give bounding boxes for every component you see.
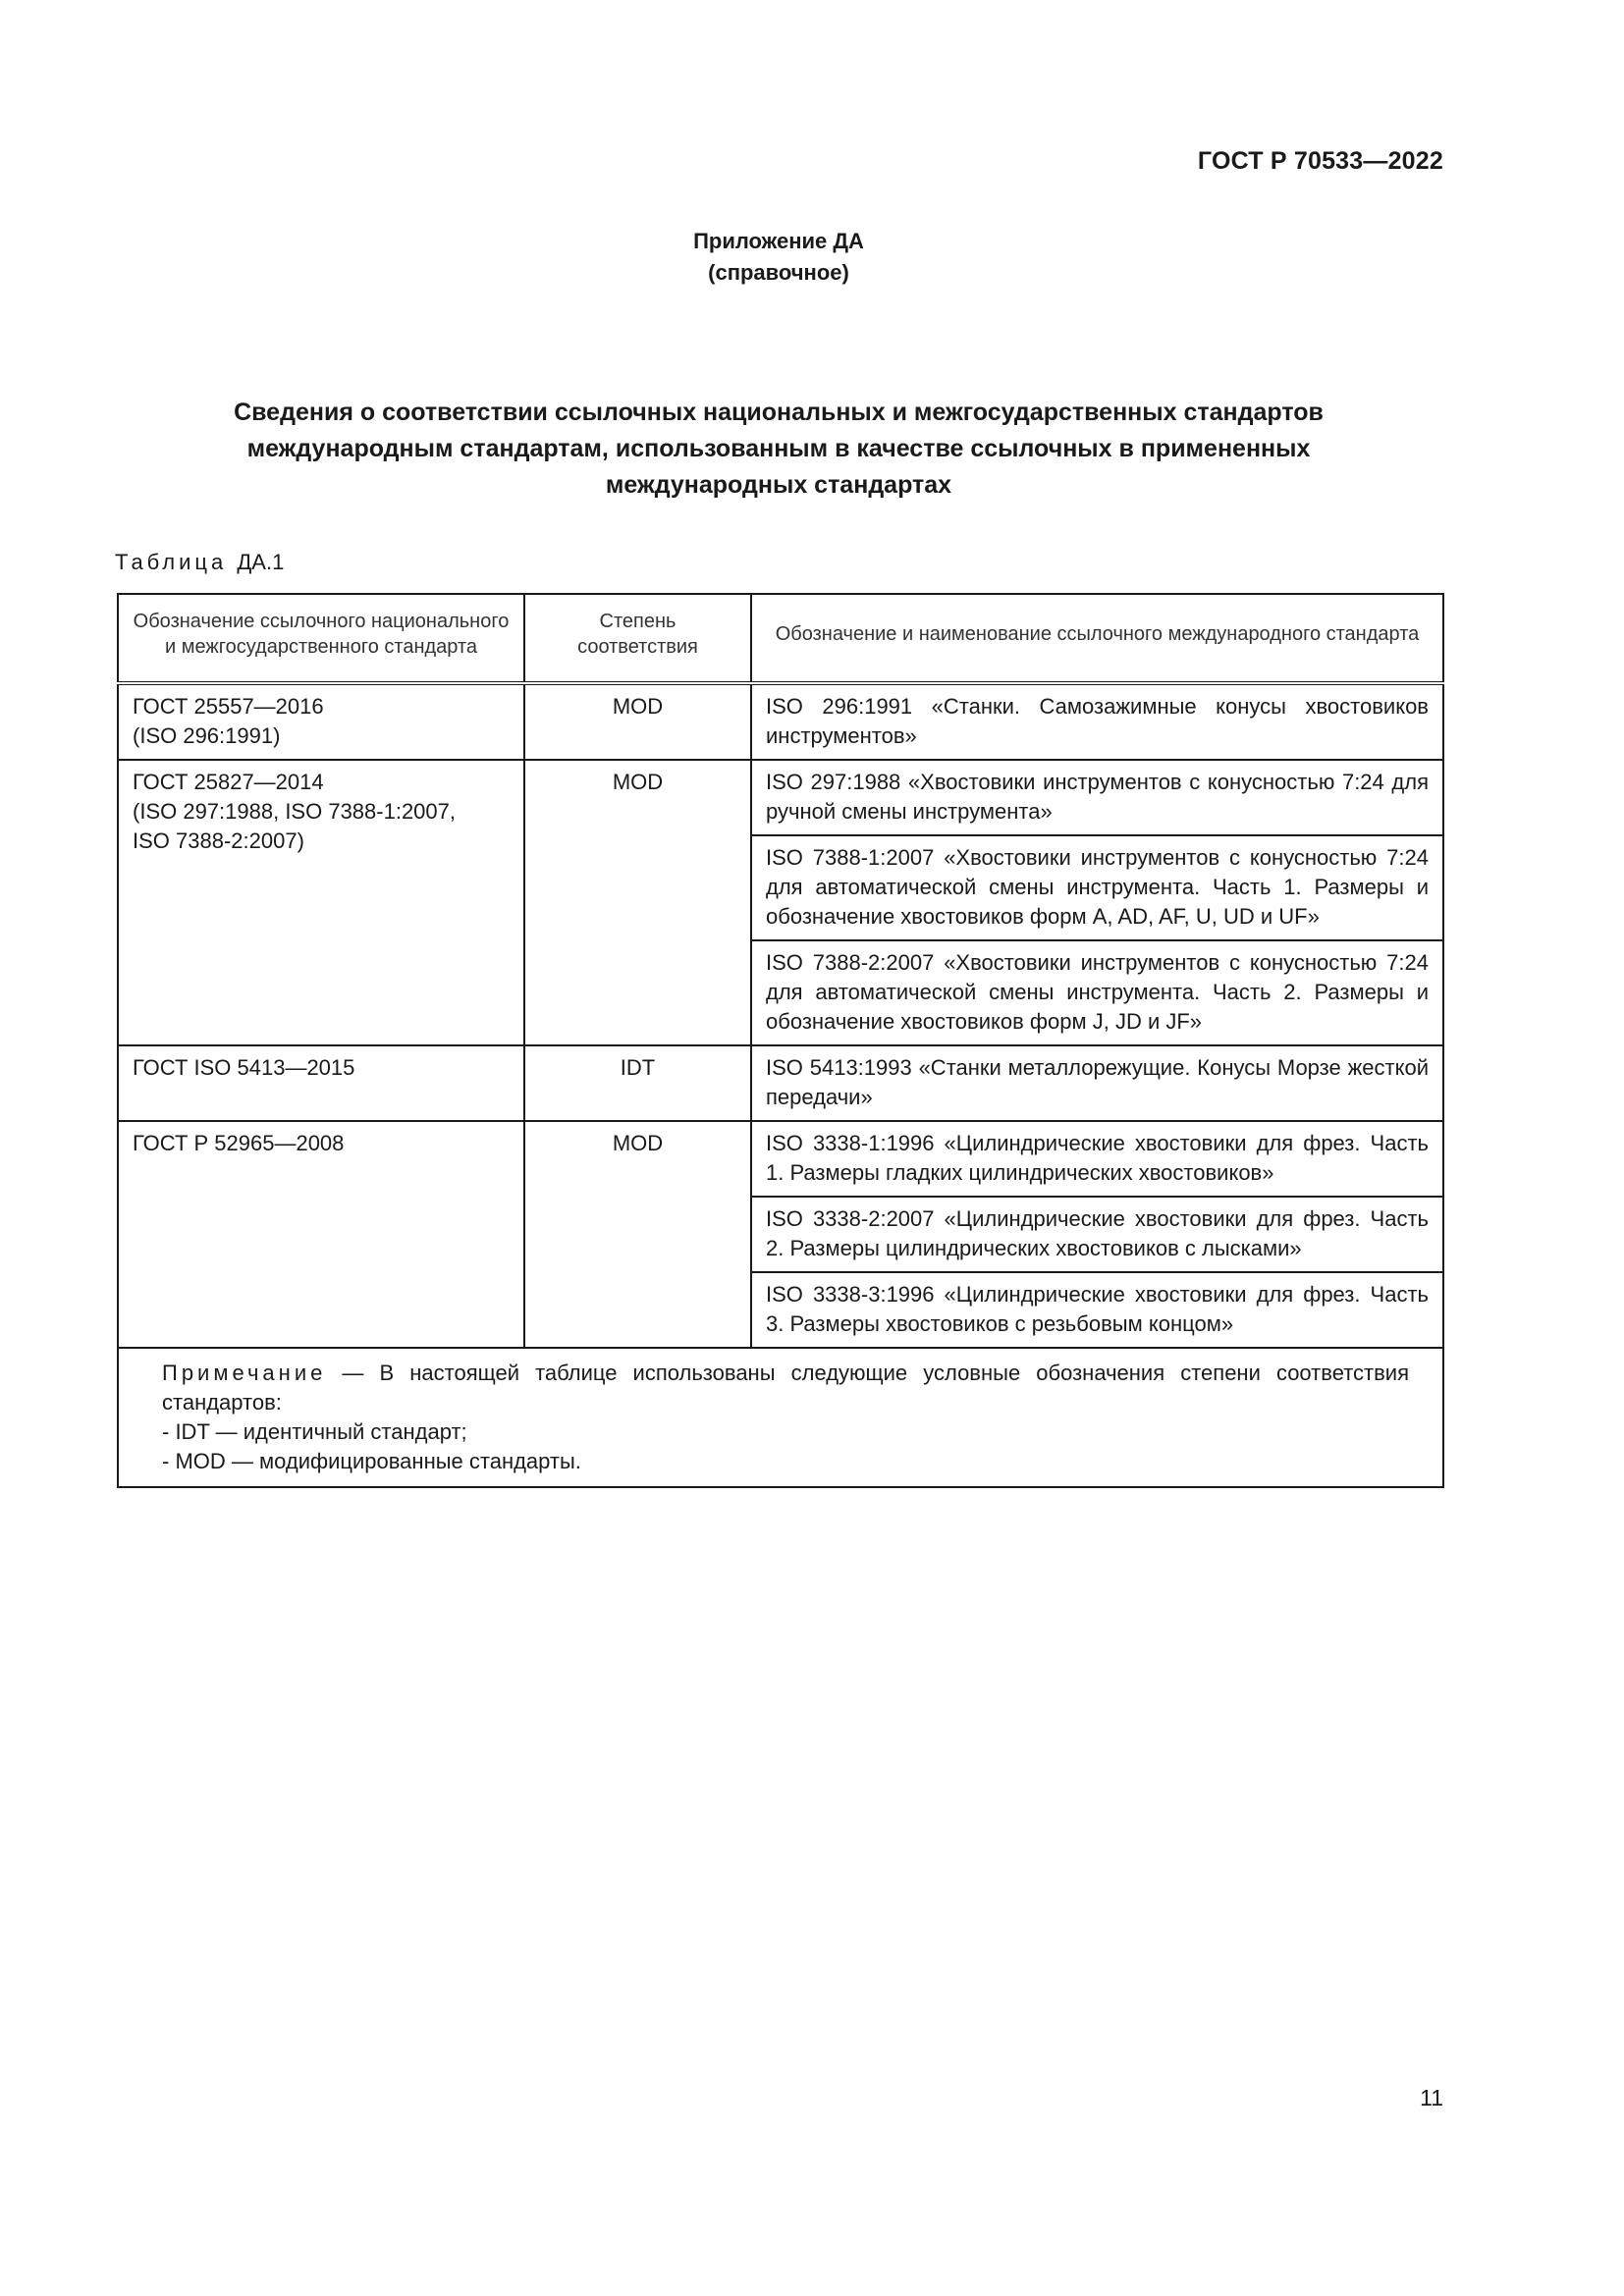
international-standard-cell: ISO 3338-2:2007 «Цилиндрические хвостовики для фрез. Часть 2. Размеры цилиндрических хвостовиков с лысками» bbox=[751, 1197, 1443, 1272]
table-note-row bbox=[118, 1348, 1443, 1487]
note-item-idt: - IDT — идентичный стандарт; bbox=[162, 1419, 467, 1444]
appendix-subtitle: (справочное) bbox=[708, 260, 849, 285]
section-title-line: Сведения о соответствии ссылочных национальных и межгосударственных стандартов bbox=[234, 399, 1324, 426]
international-standard-cell: ISO 3338-3:1996 «Цилиндрические хвостовики для фрез. Часть 3. Размеры хвостовиков с резьбовым концом» bbox=[751, 1272, 1443, 1348]
degree-cell: MOD bbox=[524, 683, 751, 760]
table-caption-word: Таблица bbox=[115, 550, 228, 574]
section-title-line: международных стандартах bbox=[605, 471, 952, 499]
appendix-heading bbox=[0, 226, 1557, 289]
table-caption-number: ДА.1 bbox=[237, 550, 285, 574]
international-standard-cell: ISO 7388-1:2007 «Хвостовики инструментов с конусностью 7:24 для автоматической смены инструмента. Часть 1. Размеры и обозначение хвостовиков форм A, AD, AF, U, UD и UF» bbox=[751, 835, 1443, 940]
table-row bbox=[118, 1121, 1443, 1197]
table-row bbox=[118, 760, 1443, 835]
appendix-title: Приложение ДА bbox=[693, 229, 864, 253]
note-paragraph bbox=[162, 1359, 1409, 1417]
header-national-standard: Обозначение ссылочного национального и межгосударственного стандарта bbox=[118, 594, 524, 683]
section-title-line: международным стандартам, использованным в качестве ссылочных в примененных bbox=[246, 435, 1311, 462]
page-number: 11 bbox=[1420, 2085, 1443, 2110]
table-note bbox=[118, 1348, 1443, 1487]
degree-cell: MOD bbox=[524, 1121, 751, 1348]
national-standard-cell: ГОСТ ISO 5413—2015 bbox=[118, 1045, 524, 1121]
note-item-mod: - MOD — модифицированные стандарты. bbox=[162, 1449, 581, 1473]
international-standard-cell: ISO 297:1988 «Хвостовики инструментов с конусностью 7:24 для ручной смены инструмента» bbox=[751, 760, 1443, 835]
note-label: Примечание bbox=[162, 1361, 327, 1385]
national-standard-cell: ГОСТ 25827—2014 (ISO 297:1988, ISO 7388-1:2007, ISO 7388-2:2007) bbox=[118, 760, 524, 1045]
section-title bbox=[118, 395, 1439, 504]
international-standard-cell: ISO 3338-1:1996 «Цилиндрические хвостовики для фрез. Часть 1. Размеры гладких цилиндрических хвостовиков» bbox=[751, 1121, 1443, 1197]
national-standard-cell: ГОСТ 25557—2016 (ISO 296:1991) bbox=[118, 683, 524, 760]
degree-cell: MOD bbox=[524, 760, 751, 1045]
international-standard-cell: ISO 296:1991 «Станки. Самозажимные конусы хвостовиков инструментов» bbox=[751, 683, 1443, 760]
degree-cell: IDT bbox=[524, 1045, 751, 1121]
standards-table bbox=[117, 593, 1444, 1488]
international-standard-cell: ISO 5413:1993 «Станки металлорежущие. Конусы Морзе жесткой передачи» bbox=[751, 1045, 1443, 1121]
header-degree: Степень соответствия bbox=[524, 594, 751, 683]
national-standard-cell: ГОСТ Р 52965—2008 bbox=[118, 1121, 524, 1348]
table-row bbox=[118, 683, 1443, 760]
document-code: ГОСТ Р 70533—2022 bbox=[1197, 147, 1443, 175]
header-international-standard: Обозначение и наименование ссылочного международного стандарта bbox=[751, 594, 1443, 683]
international-standard-cell: ISO 7388-2:2007 «Хвостовики инструментов с конусностью 7:24 для автоматической смены инструмента. Часть 2. Размеры и обозначение хвостовиков форм J, JD и JF» bbox=[751, 940, 1443, 1045]
table-caption bbox=[115, 550, 284, 575]
table-header-row bbox=[118, 594, 1443, 683]
note-text: — В настоящей таблице использованы следующие условные обозначения степени соответствия стандартов: bbox=[162, 1361, 1409, 1415]
table-row bbox=[118, 1045, 1443, 1121]
